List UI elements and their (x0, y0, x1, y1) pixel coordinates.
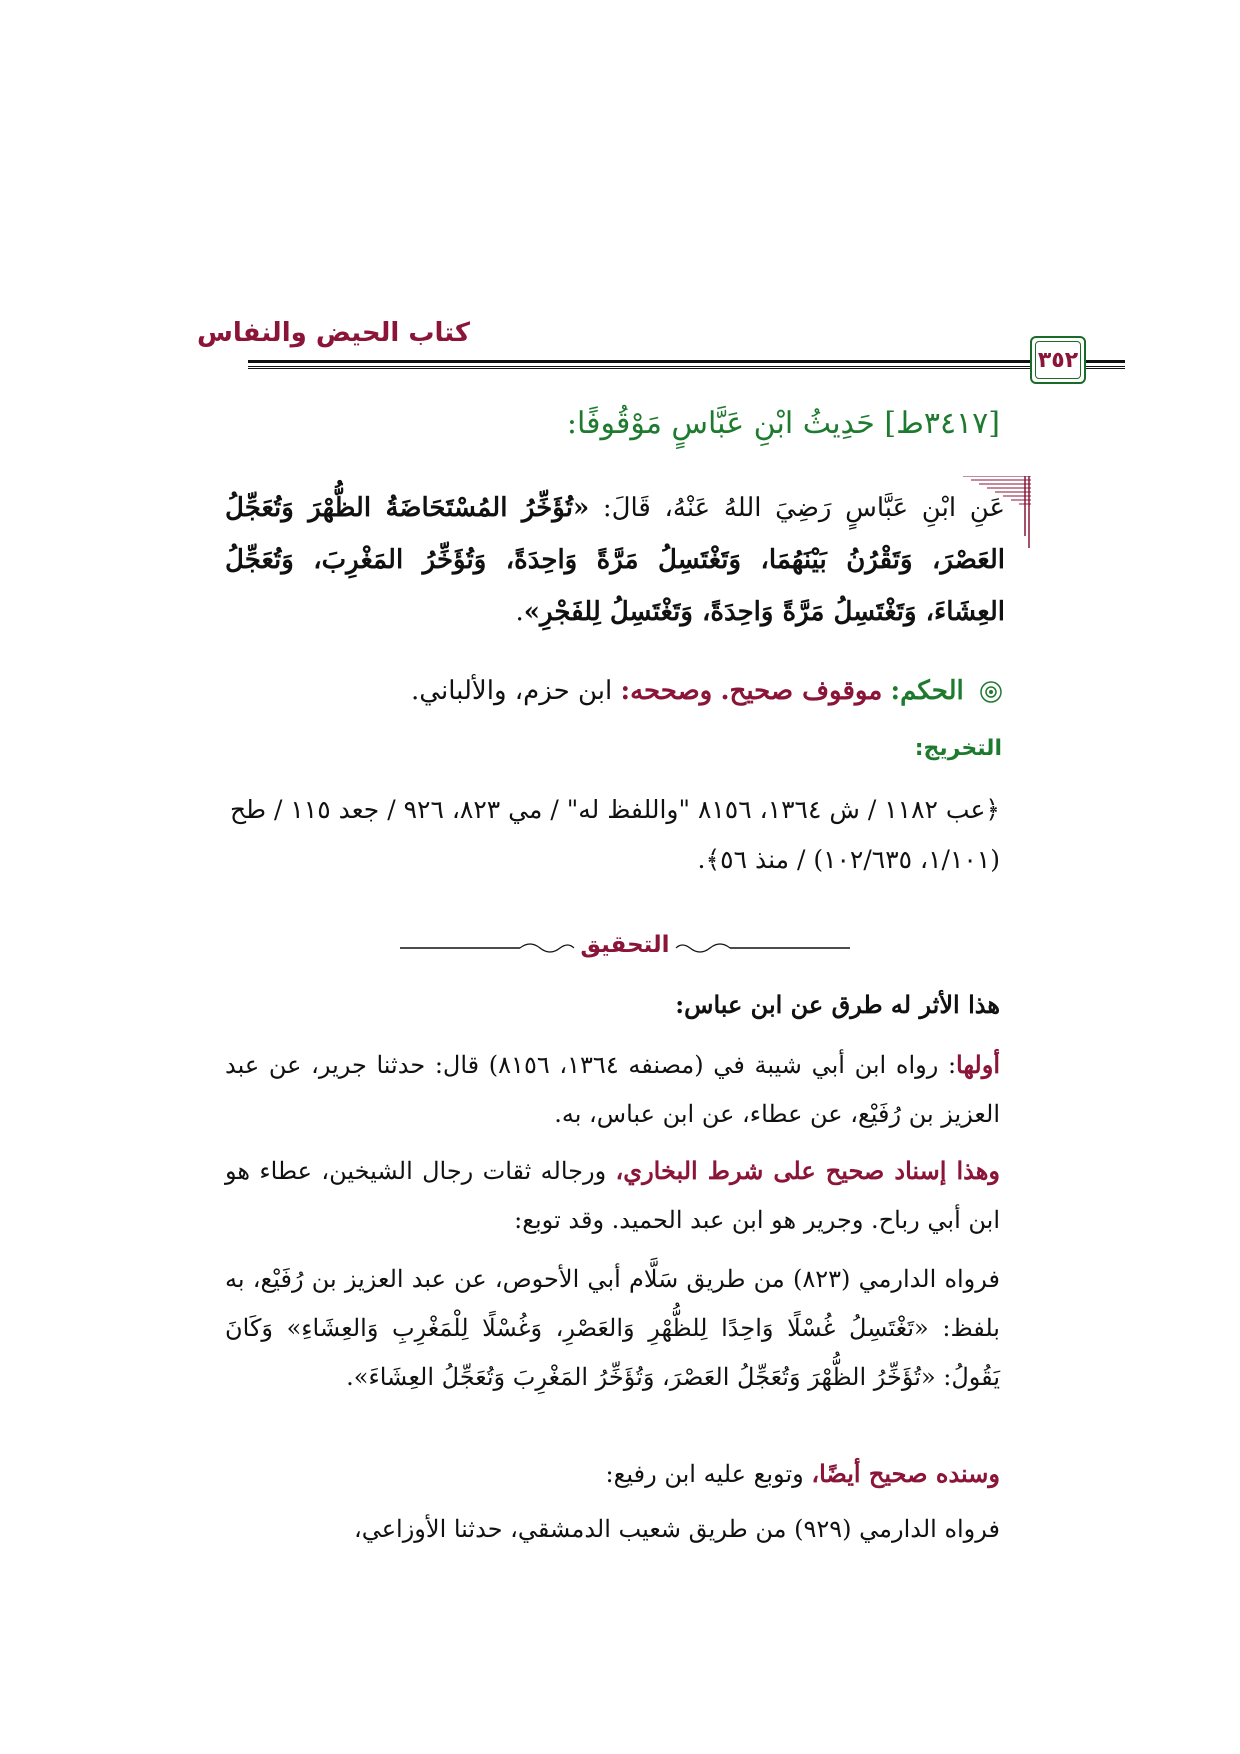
hadith-matn: «تُؤَخِّرُ المُسْتَحَاضَةُ الظُّهْرَ وَتُعَجِّلُ العَصْرَ، وَتَقْرُنُ بَيْنَهُمَا، وَتَغْتَسِلُ مَرَّةً وَاحِدَةً، وَتُؤَخِّرُ المَغْرِبَ، وَتُعَجِّلُ العِشَاءَ، وَتَغْتَسِلُ مَرَّةً وَاحِدَةً، وَتَغْتَسِلُ لِلفَجْرِ» (225, 493, 1005, 627)
page-number-text: ٣٥٢ (1037, 347, 1079, 373)
divider-label: التحقيق (580, 932, 670, 958)
authenticators: ابن حزم، والألباني. (411, 676, 613, 706)
isnad-lead: وهذا إسناد صحيح على شرط البخاري، (615, 1156, 1000, 1185)
ruling-verdict: موقوف صحيح. (720, 676, 883, 706)
page-number (1030, 336, 1086, 384)
takhrij-text: ﴿عب ١١٨٢ / ش ١٣٦٤، ٨١٥٦ "واللفظ له" / مي ٨٢٣، ٩٢٦ / جعد ١١٥ / طح (١/١٠١، ١٠٢/٦٣٥) / منذ ٥٦﴾. (230, 795, 1001, 874)
flower-ornament-icon (980, 681, 1002, 703)
paragraph-isnad (225, 1146, 1000, 1245)
ruling-label: الحكم: (890, 676, 964, 706)
paragraph-darimi-2: فرواه الدارمي (٩٢٩) من طريق شعيب الدمشقي، حدثنا الأوزاعي، (353, 1515, 1000, 1543)
sanad-lead: وسنده صحيح أيضًا، (811, 1459, 1000, 1488)
section-divider (400, 930, 850, 966)
sanad-text: وتوبع عليه ابن رفيع: (605, 1460, 812, 1488)
first-route-lead: أولها (956, 1050, 1000, 1079)
hadith-end: . (515, 597, 524, 627)
takhrij-label: التخريج: (914, 736, 1002, 761)
paragraph-darimi: فرواه الدارمي (٨٢٣) من طريق سَلَّام أبي الأحوص، عن عبد العزيز بن رُفَيْع، به بلفظ: «تَغْتَسِلُ غُسْلًا وَاحِدًا لِلظُّهْرِ وَالعَصْرِ، وَغُسْلًا لِلْمَغْرِبِ وَالعِشَاءِ» وَكَانَ يَقُولُ: «تُؤَخِّرُ الظُّهْرَ وَتُعَجِّلُ العَصْرَ، وَتُؤَخِّرُ المَغْرِبَ وَتُعَجِّلُ العِشَاءَ». (225, 1265, 1000, 1391)
hadith-text (225, 482, 1005, 638)
header-rule (248, 360, 1032, 367)
ruling-line (411, 676, 1002, 706)
authenticated-label: وصححه: (620, 676, 713, 706)
section-heading: [٣٤١٧ط] حَدِيثُ ابْنِ عَبَّاسٍ مَوْقُوفًا: (566, 406, 1000, 441)
paragraph-first-route (225, 1040, 1000, 1139)
header-rule-thin (248, 368, 1032, 369)
isnad-text: ورجاله ثقات رجال الشيخين، عطاء هو ابن أبي رباح. وجرير هو ابن عبد الحميد. وقد توبع: (225, 1157, 1000, 1234)
running-header-title: كتاب الحيض والنفاس (196, 318, 470, 348)
header-rule-right (1080, 360, 1125, 367)
header-rule-right-thin (1080, 368, 1125, 369)
hadith-intro: عَنِ ابْنِ عَبَّاسٍ رَضِيَ اللهُ عَنْهُ، قَالَ: (589, 493, 1005, 523)
paragraph-intro: هذا الأثر له طرق عن ابن عباس: (675, 990, 1000, 1019)
first-route-text: : رواه ابن أبي شيبة في (مصنفه ١٣٦٤، ٨١٥٦) قال: حدثنا جرير، عن عبد العزيز بن رُفَيْع، عن عطاء، عن ابن عباس، به. (225, 1051, 1000, 1128)
hadith-box (225, 480, 1025, 650)
paragraph-sanad (225, 1449, 1000, 1499)
